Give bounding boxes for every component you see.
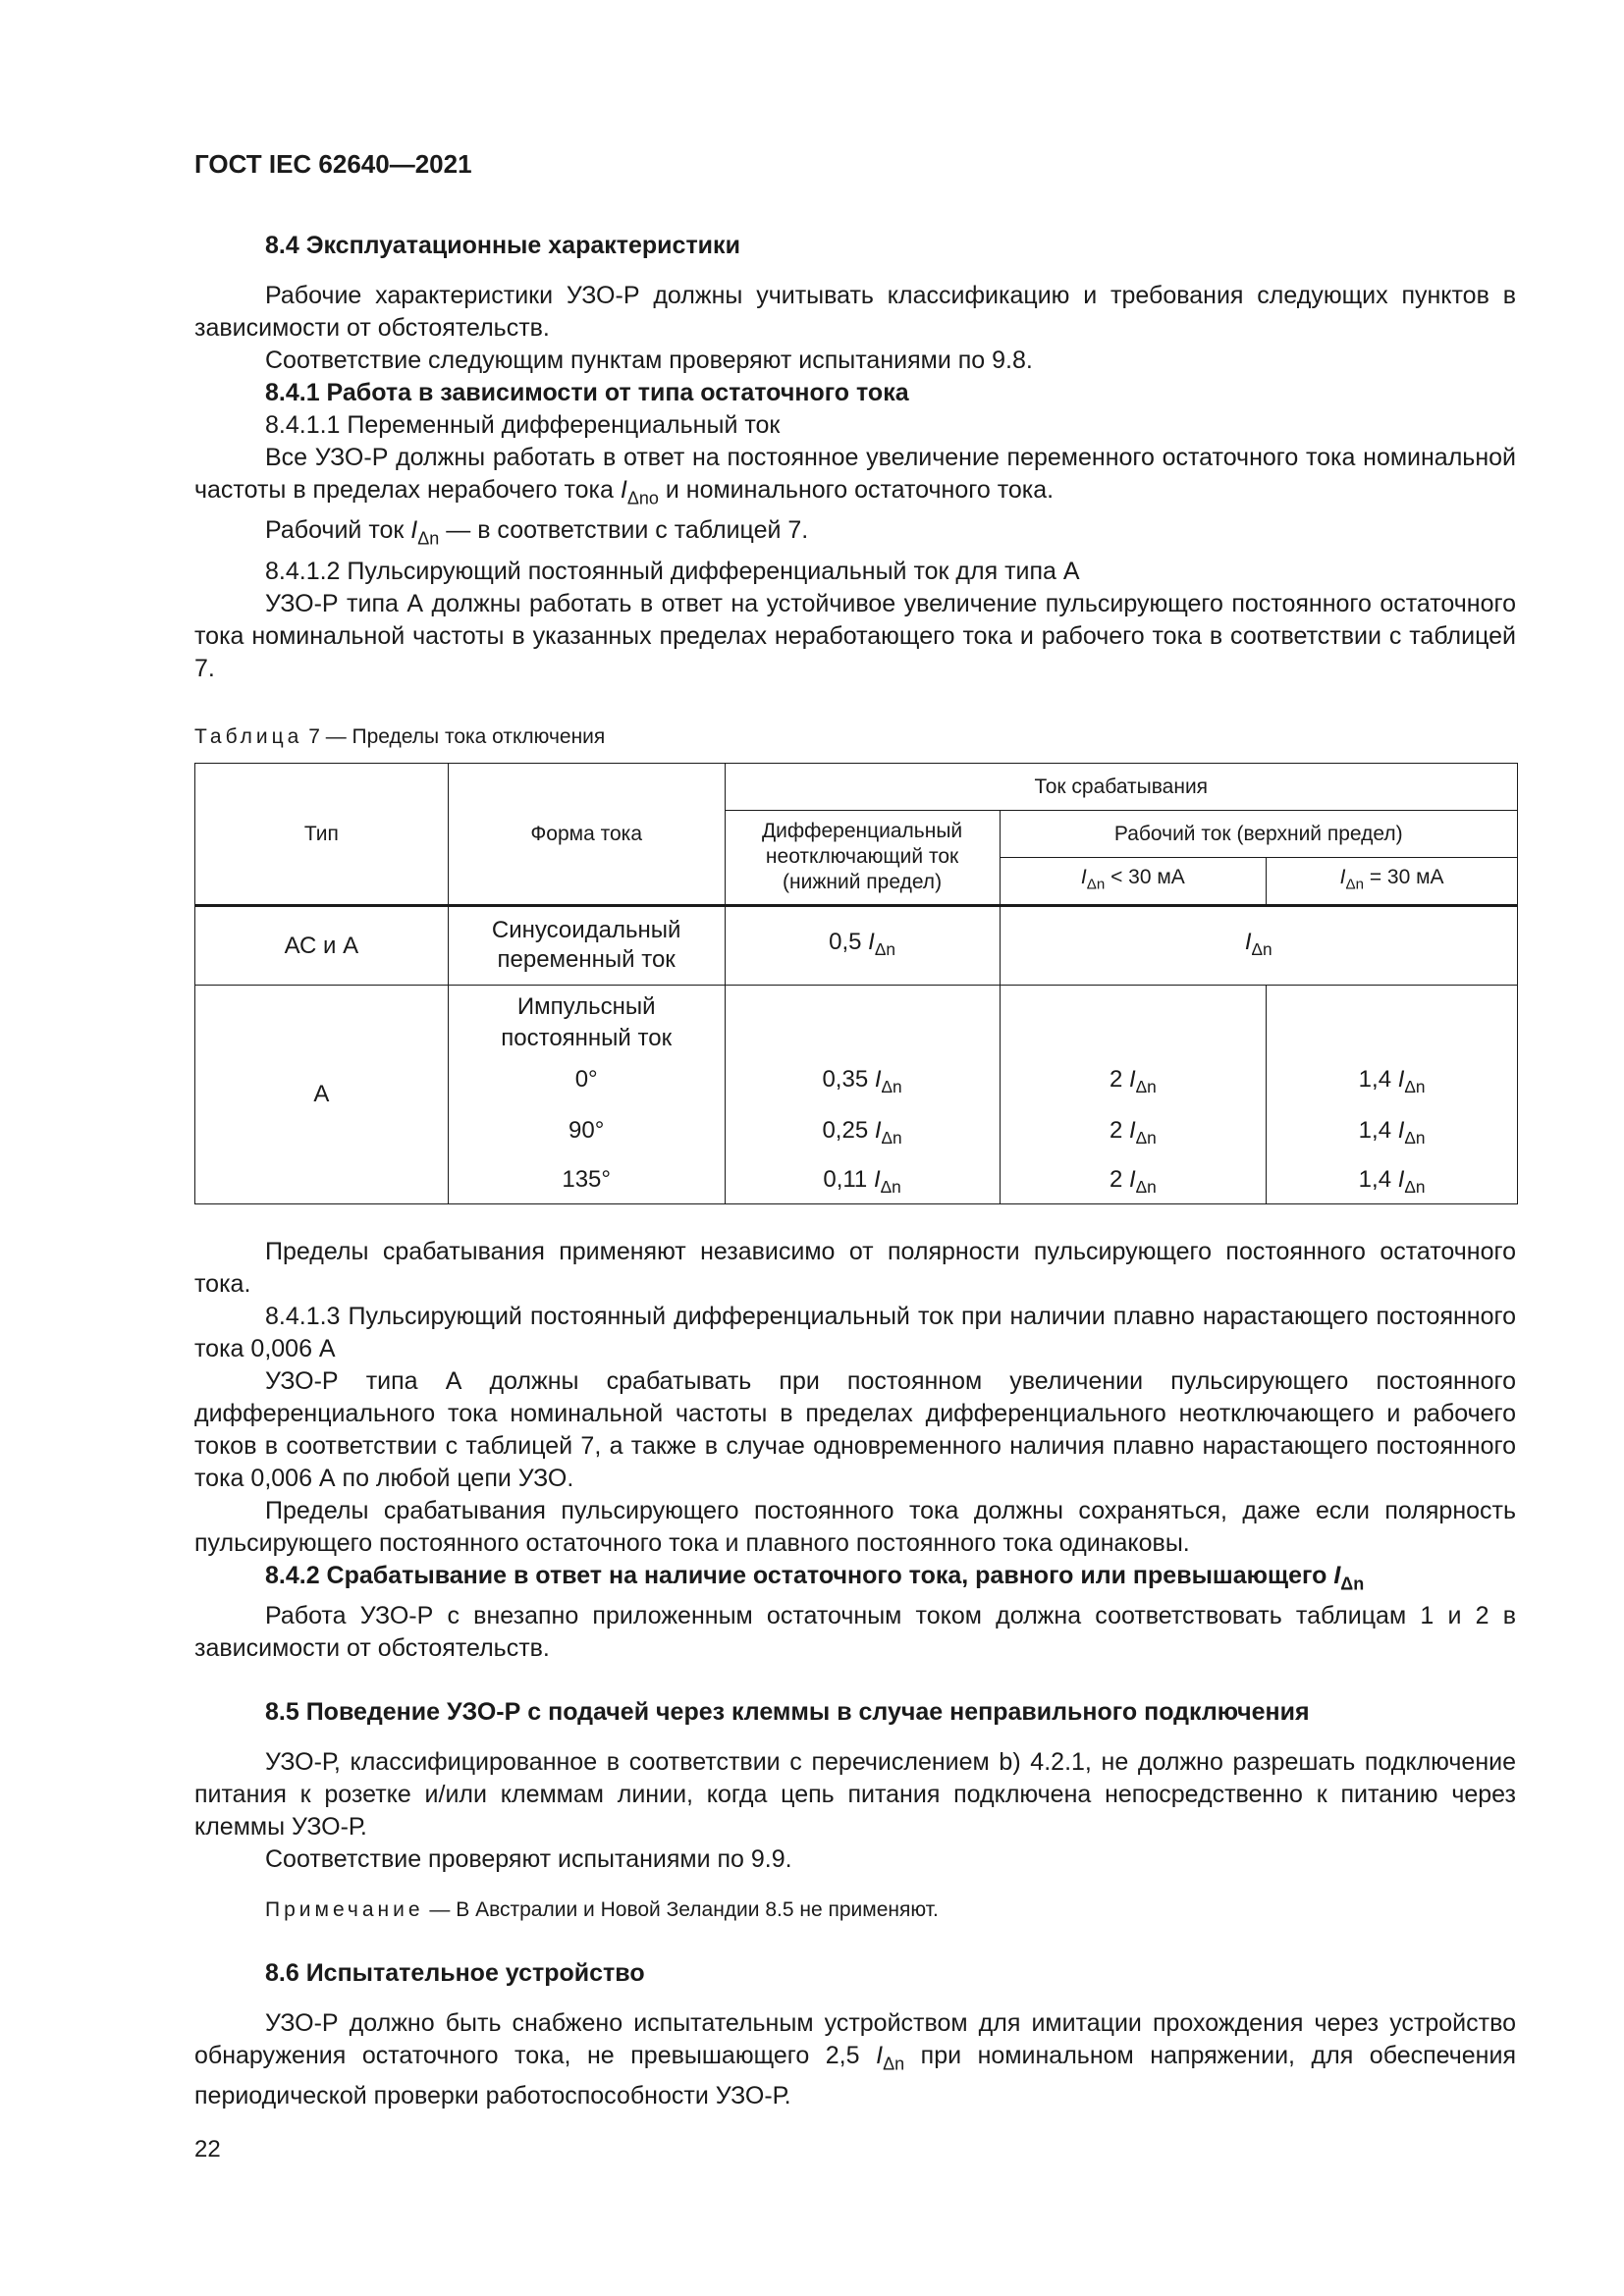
- header-type: Тип: [195, 763, 449, 905]
- header-eq-30ma: $I_{\Delta n} = 30$ мА: [1267, 857, 1518, 905]
- section-8-4-1-1-title: 8.4.1.1 Переменный дифференциальный ток: [265, 411, 781, 439]
- cell-form: Синусоидальный переменный ток: [448, 905, 725, 985]
- document-standard-header: ГОСТ IEC 62640—2021: [194, 149, 472, 179]
- section-8-4-1-3-title: 8.4.1.3 Пульсирующий постоянный дифференциальный ток при наличии плавно нарастающего постоянного тока 0,006 А: [194, 1302, 1516, 1362]
- section-8-5-title: 8.5 Поведение УЗО-Р с подачей через клеммы в случае неправильного подключения: [265, 1697, 1310, 1726]
- header-lt-30ma: $I_{\Delta n} < 30$ мА: [1000, 857, 1267, 905]
- paragraph: Рабочий ток $I_{\Delta n}$ — в соответствии с таблицей 7.: [265, 516, 809, 549]
- cell-diff: 0,35 $I_{\Delta n}$ 0,25 $I_{\Delta n}$ 0,11 $I_{\Delta n}$: [725, 985, 1000, 1203]
- paragraph: Соответствие следующим пунктам проверяют испытаниями по 9.8.: [265, 347, 1033, 374]
- cell-operating: $I_{\Delta n}$: [1000, 905, 1517, 985]
- paragraph: Рабочие характеристики УЗО-Р должны учитывать классификацию и требования следующих пунктов в зависимости от обстоятельств.: [194, 282, 1516, 342]
- paragraph: Все УЗО-Р должны работать в ответ на постоянное увеличение переменного остаточного тока номинальной частоты в пределах нерабочего тока $I_{\Delta no}$ и номинального остаточного тока.: [194, 444, 1516, 508]
- paragraph: УЗО-Р типа А должны срабатывать при постоянном увеличении пульсирующего постоянного дифференциального тока номинальной частоты в пределах дифференциального неотключающего и рабочего токов в соответствии с таблицей 7, а также в случае одновременного наличия плавно нарастающего постоянного тока 0,006 А по любой цепи УЗО.: [194, 1366, 1516, 1492]
- note: Примечание — В Австралии и Новой Зеландии 8.5 не применяют.: [265, 1897, 939, 1921]
- cell-eq: 1,4 $I_{\Delta n}$ 1,4 $I_{\Delta n}$ 1,4 $I_{\Delta n}$: [1267, 985, 1518, 1203]
- paragraph: УЗО-Р типа А должны работать в ответ на устойчивое увеличение пульсирующего постоянного остаточного тока номинальной частоты в указанных пределах неработающего тока и рабочего тока в соответствии с таблицей 7.: [194, 589, 1516, 682]
- cell-lt: 2 $I_{\Delta n}$ 2 $I_{\Delta n}$ 2 $I_{\Delta n}$: [1000, 985, 1267, 1203]
- page-number: 22: [194, 2136, 221, 2163]
- table-row: [195, 985, 1518, 1203]
- page-content: [194, 230, 1516, 2112]
- cell-form: Импульсный постоянный ток 0° 90° 135°: [448, 985, 725, 1203]
- header-diff-current: Дифференциальный неотключающий ток (нижний предел): [725, 810, 1000, 905]
- table-7: [194, 763, 1518, 1204]
- section-8-4-title: 8.4 Эксплуатационные характеристики: [265, 232, 740, 259]
- section-8-4-2-title: 8.4.2 Срабатывание в ответ на наличие остаточного тока, равного или превышающего $I_{\Delta n}$: [265, 1561, 1365, 1593]
- section-8-6-title: 8.6 Испытательное устройство: [265, 1958, 645, 1987]
- header-operating-current: Рабочий ток (верхний предел): [1000, 810, 1517, 857]
- paragraph: УЗО-Р должно быть снабжено испытательным устройством для имитации прохождения через устройство обнаружения остаточного тока, не превышающего 2,5 $I_{\Delta n}$ при номинальном напряжении, для обеспечения периодической проверки работоспособности УЗО-Р.: [194, 2008, 1516, 2110]
- cell-diff: 0,5 $I_{\Delta n}$: [725, 905, 1000, 985]
- paragraph: Соответствие проверяют испытаниями по 9.9.: [265, 1844, 792, 1873]
- paragraph: Работа УЗО-Р с внезапно приложенным остаточным током должна соответствовать таблицам 1 и 2 в зависимости от обстоятельств.: [194, 1601, 1516, 1662]
- header-trip-current: Ток срабатывания: [725, 763, 1517, 810]
- section-8-4-1-title: 8.4.1 Работа в зависимости от типа остаточного тока: [265, 379, 909, 406]
- cell-type: А: [195, 985, 449, 1203]
- paragraph: Пределы срабатывания применяют независимо от полярности пульсирующего постоянного остаточного тока.: [194, 1237, 1516, 1298]
- header-current-form: Форма тока: [448, 763, 725, 905]
- table-7-caption: Таблица 7 — Пределы тока отключения: [194, 724, 606, 748]
- paragraph: Пределы срабатывания пульсирующего постоянного тока должны сохраняться, даже если полярность пульсирующего постоянного остаточного тока и плавного постоянного тока одинаковы.: [194, 1496, 1516, 1557]
- table-row: [195, 905, 1518, 985]
- paragraph: УЗО-Р, классифицированное в соответствии с перечислением b) 4.2.1, не должно разрешать подключение питания к розетке и/или клеммам линии, когда цепь питания подключена непосредственно к питанию через клеммы УЗО-Р.: [194, 1747, 1516, 1841]
- cell-type: АС и А: [195, 905, 449, 985]
- section-8-4-1-2-title: 8.4.1.2 Пульсирующий постоянный дифференциальный ток для типа А: [265, 557, 1080, 585]
